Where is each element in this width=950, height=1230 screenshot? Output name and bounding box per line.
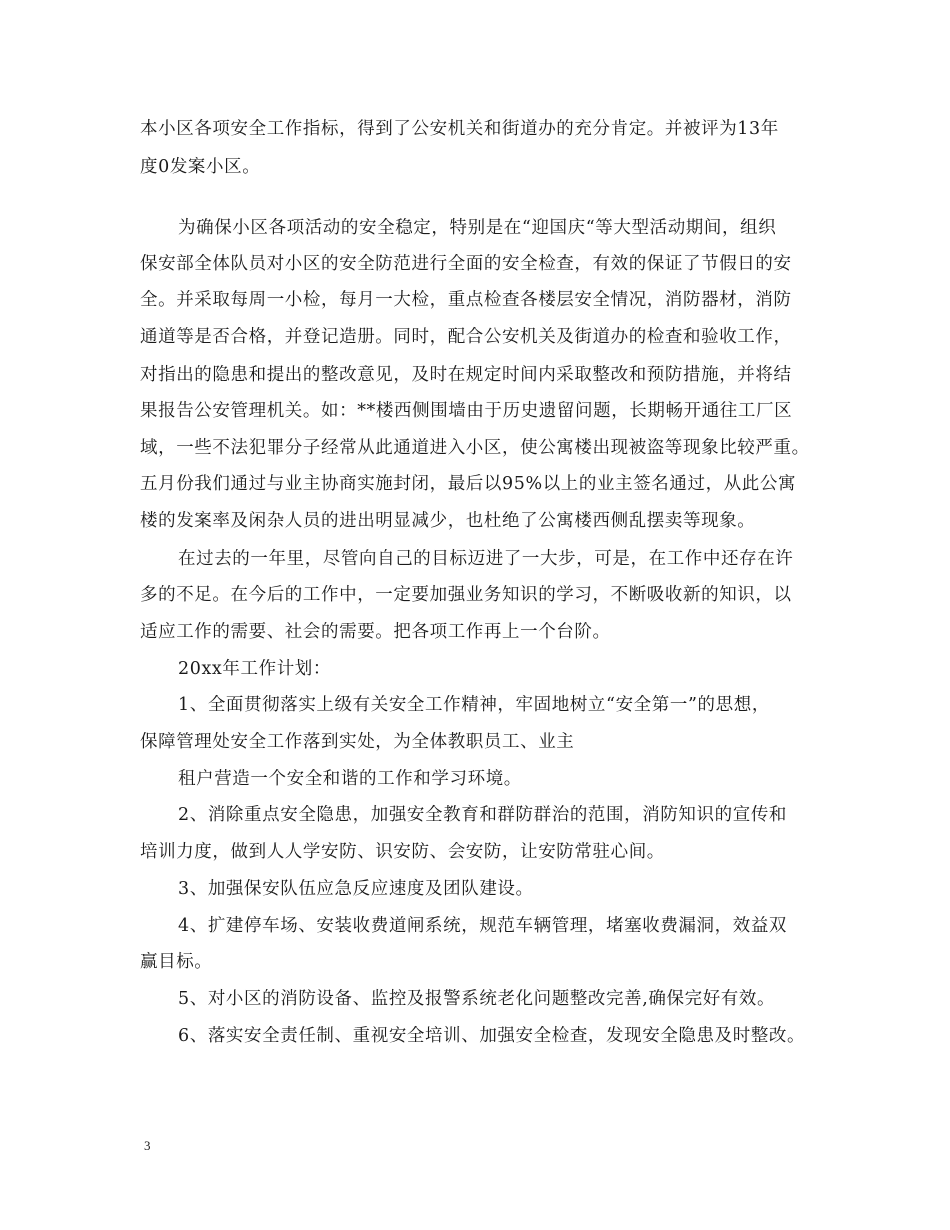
text-line: 五月份我们通过与业主协商实施封闭，最后以95%以上的业主签名通过，从此公寓 — [140, 474, 797, 494]
text-line: 对指出的隐患和提出的整改意见，及时在规定时间内采取整改和预防措施，并将结 — [140, 365, 792, 385]
text-line: 适应工作的需要、社会的需要。把各项工作再上一个台阶。 — [140, 622, 611, 642]
text-line: 本小区各项安全工作指标，得到了公安机关和街道办的充分肯定。并被评为13年 — [140, 119, 779, 139]
text-line: 租户营造一个安全和谐的工作和学习环境。 — [178, 769, 522, 789]
text-line: 5、对小区的消防设备、监控及报警系统老化问题整改完善,确保完好有效。 — [178, 989, 776, 1009]
text-line: 域，一些不法犯罪分子经常从此通道进入小区，使公寓楼出现被盗等现象比较严重。 — [140, 438, 810, 458]
text-line: 保安部全体队员对小区的安全防范进行全面的安全检查，有效的保证了节假日的安 — [140, 254, 792, 274]
text-line: 多的不足。在今后的工作中，一定要加强业务知识的学习，不断吸收新的知识，以 — [140, 585, 792, 605]
text-line: 果报告公安管理机关。如：**楼西侧围墙由于历史遗留问题，长期畅开通往工厂区 — [140, 401, 793, 421]
text-line: 通道等是否合格，并登记造册。同时，配合公安机关及街道办的检查和验收工作， — [140, 327, 792, 347]
text-line: 4、扩建停车场、安装收费道闸系统，规范车辆管理，堵塞收费漏洞，效益双 — [178, 916, 788, 936]
text-line: 为确保小区各项活动的安全稳定，特别是在“迎国庆“等大型活动期间，组织 — [178, 218, 777, 238]
text-line: 楼的发案率及闲杂人员的进出明显减少，也杜绝了公寓楼西侧乱摆卖等现象。 — [140, 511, 756, 531]
text-line: 在过去的一年里，尽管向自己的目标迈进了一大步，可是，在工作中还存在许 — [178, 549, 794, 569]
text-line: 度0发案小区。 — [140, 157, 261, 177]
text-line: 2、消除重点安全隐患，加强安全教育和群防群治的范围，消防知识的宣传和 — [178, 805, 788, 825]
text-line: 培训力度，做到人人学安防、识安防、会安防，让安防常驻心间。 — [140, 842, 665, 862]
text-line: 赢目标。 — [140, 952, 213, 972]
text-line: 6、落实安全责任制、重视安全培训、加强安全检查，发现安全隐患及时整改。 — [178, 1026, 806, 1046]
text-line: 保障管理处安全工作落到实处，为全体教职员工、业主 — [140, 732, 575, 752]
page-number: 3 — [144, 1138, 151, 1153]
text-line: 1、全面贯彻落实上级有关安全工作精神，牢固地树立“安全第一”的思想， — [178, 695, 770, 715]
text-line: 全。并采取每周一小检，每月一大检，重点检查各楼层安全情况，消防器材，消防 — [140, 290, 792, 310]
text-line: 3、加强保安队伍应急反应速度及团队建设。 — [178, 879, 534, 899]
text-line: 20xx年工作计划： — [178, 659, 332, 679]
